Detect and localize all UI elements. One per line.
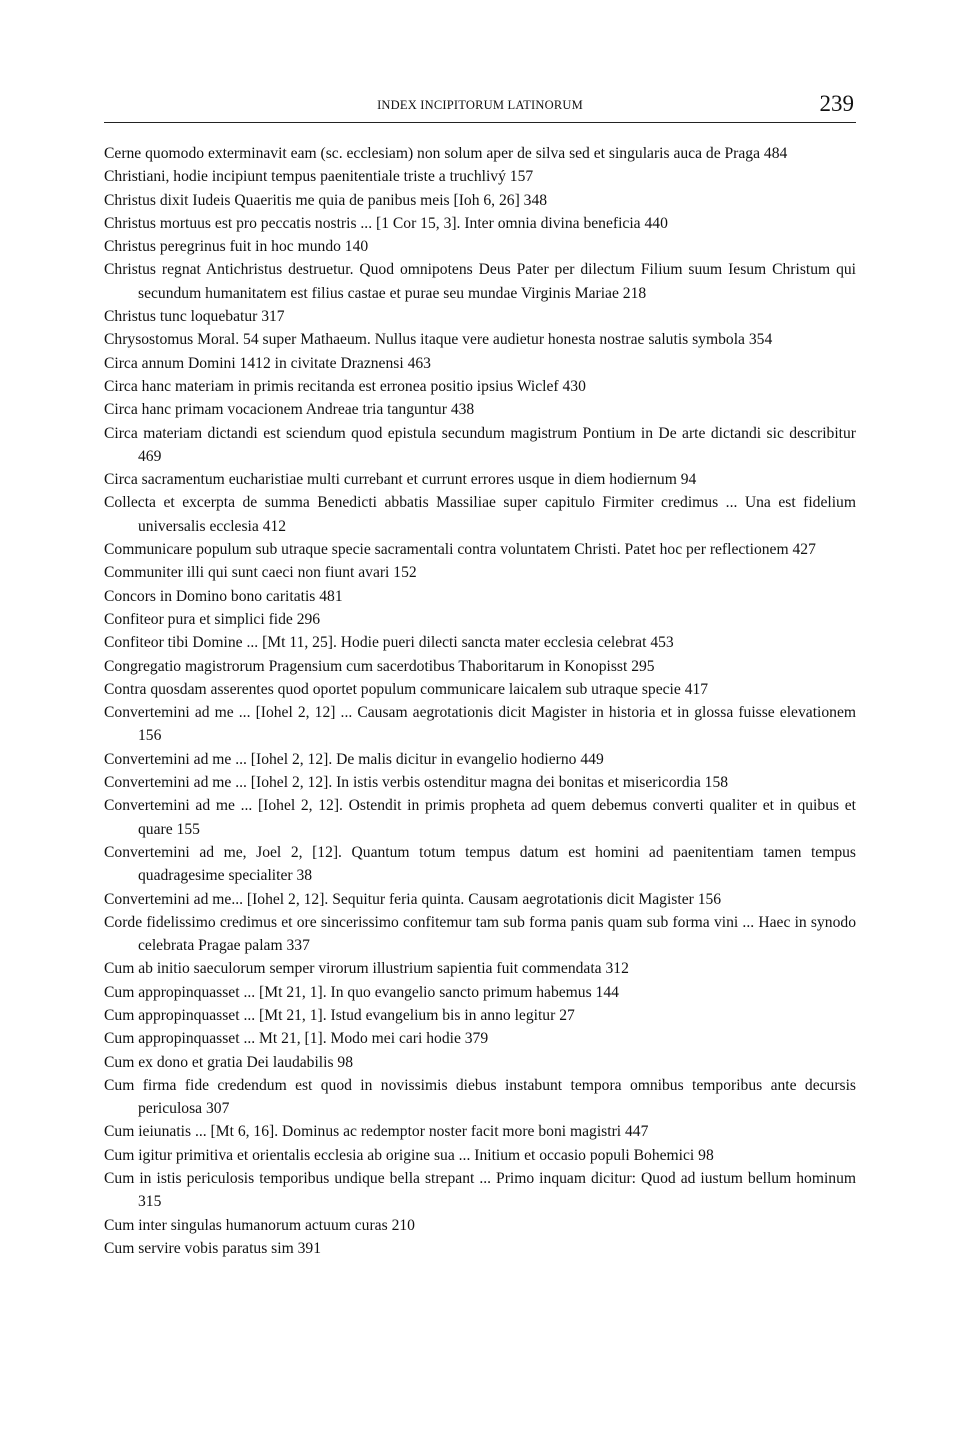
index-entry: Communiter illi qui sunt caeci non fiunt avari 152 [104, 564, 417, 582]
index-entry: Confiteor pura et simplici fide 296 [104, 610, 321, 628]
index-entry-list [104, 142, 856, 1260]
index-entry: Christus dixit Iudeis Quaeritis me quia de panibus meis [Ioh 6, 26] 348 [104, 191, 548, 209]
index-entry: Contra quosdam asserentes quod oportet populum communicare laicalem sub utraque specie 417 [104, 680, 709, 698]
index-entry: Convertemini ad me... [Iohel 2, 12]. Sequitur feria quinta. Causam aegrotationis dicit Magister 156 [104, 890, 722, 908]
index-entry: Collecta et excerpta de summa Benedicti abbatis Massiliae super capitulo Firmiter credimus ... Una est fidelium universalis ecclesia 412 [104, 494, 856, 535]
index-entry: Congregatio magistrorum Pragensium cum sacerdotibus Thaboritarum in Konopisst 295 [104, 657, 655, 675]
index-entry: Christiani, hodie incipiunt tempus paenitentiale triste a truchlivý 157 [104, 168, 534, 186]
index-entry: Circa sacramentum eucharistiae multi currebant et currunt errores usque in diem hodiernum 94 [104, 471, 697, 489]
index-entry: Christus regnat Antichristus destruetur. Quod omnipotens Deus Pater per dilectum Filium suum Iesum Christum qui secundum humanitatem est filius castae et purae seu mundae Virginis Mariae 218 [104, 261, 856, 302]
index-entry: Communicare populum sub utraque specie sacramentali contra voluntatem Christi. Patet hoc per reflectionem 427 [104, 541, 816, 559]
running-head [104, 90, 856, 123]
index-entry: Cum ex dono et gratia Dei laudabilis 98 [104, 1053, 354, 1071]
index-entry: Cum igitur primitiva et orientalis ecclesia ab origine sua ... Initium et occasio populi Bohemici 98 [104, 1146, 714, 1164]
index-entry: Circa hanc primam vocacionem Andreae tria tanguntur 438 [104, 401, 475, 419]
index-entry: Circa hanc materiam in primis recitanda est erronea positio ipsius Wiclef 430 [104, 377, 586, 395]
page-number: 239 [819, 91, 854, 116]
index-entry: Christus mortuus est pro peccatis nostris ... [1 Cor 15, 3]. Inter omnia divina beneficia 440 [104, 214, 668, 232]
index-entry: Cum firma fide credendum est quod in novissimis diebus instabunt tempora omnibus temporibus ante decursis periculosa 307 [104, 1076, 856, 1118]
index-entry: Convertemini ad me ... [Iohel 2, 12]. De malis dicitur in evangelio hodierno 449 [104, 750, 604, 768]
index-entry: Convertemini ad me ... [Iohel 2, 12]. Ostendit in primis propheta ad quem debemus converti qualiter et in quibus et quare 155 [104, 797, 856, 838]
index-entry: Circa materiam dictandi est sciendum quod epistula secundum magistrum Pontium in De arte dictandi sic describitur 469 [104, 424, 856, 465]
index-entry: Corde fidelissimo credimus et ore sincerissimo confitemur tam sub forma panis quam sub forma vini ... Haec in synodo celebrata Pragae palam 337 [104, 913, 856, 955]
index-entry: Cum ab initio saeculorum semper virorum illustrium sapientia fuit commendata 312 [104, 960, 629, 978]
index-page [104, 90, 856, 1260]
index-entry: Convertemini ad me, Joel 2, [12]. Quantum totum tempus datum est homini ad paenitentiam tamen tempus quadragesime specialiter 38 [104, 843, 856, 885]
index-entry: Cum ieiunatis ... [Mt 6, 16]. Dominus ac redemptor noster facit more boni magistri 447 [104, 1123, 649, 1141]
index-entry: Christus peregrinus fuit in hoc mundo 140 [104, 238, 369, 256]
index-entry: Circa annum Domini 1412 in civitate Draznensi 463 [104, 354, 431, 372]
index-entry: Christus tunc loquebatur 317 [104, 308, 285, 326]
index-entry: Cum inter singulas humanorum actuum curas 210 [104, 1216, 415, 1234]
index-entry: Cerne quomodo exterminavit eam (sc. ecclesiam) non solum aper de silva sed et singularis auca de Praga 484 [104, 145, 788, 162]
index-entry: Confiteor tibi Domine ... [Mt 11, 25]. Hodie pueri dilecti sancta mater ecclesia celebrat 453 [104, 634, 674, 652]
index-entry: Chrysostomus Moral. 54 super Mathaeum. Nullus itaque vere audietur honesta nostrae salutis symbola 354 [104, 331, 773, 349]
index-entry: Cum appropinquasset ... [Mt 21, 1]. In quo evangelio sancto primum habemus 144 [104, 983, 619, 1001]
index-entry: Cum servire vobis paratus sim 391 [104, 1239, 321, 1257]
index-entry: Convertemini ad me ... [Iohel 2, 12] ... Causam aegrotationis dicit Magister in historia et in glossa fuisse elevationem 156 [104, 704, 856, 745]
index-entry: Convertemini ad me ... [Iohel 2, 12]. In istis verbis ostenditur magna dei bonitas et misericordia 158 [104, 774, 729, 792]
index-entry: Cum appropinquasset ... [Mt 21, 1]. Istud evangelium bis in anno legitur 27 [104, 1006, 575, 1024]
index-entry: Concors in Domino bono caritatis 481 [104, 587, 343, 605]
index-entry: Cum in istis periculosis temporibus undique bella strepant ... Primo inquam dicitur: Quod ad iustum bellum hominum 315 [104, 1170, 856, 1211]
running-title: INDEX INCIPITORUM LATINORUM [377, 98, 583, 112]
index-entry: Cum appropinquasset ... Mt 21, [1]. Modo mei cari hodie 379 [104, 1030, 489, 1048]
